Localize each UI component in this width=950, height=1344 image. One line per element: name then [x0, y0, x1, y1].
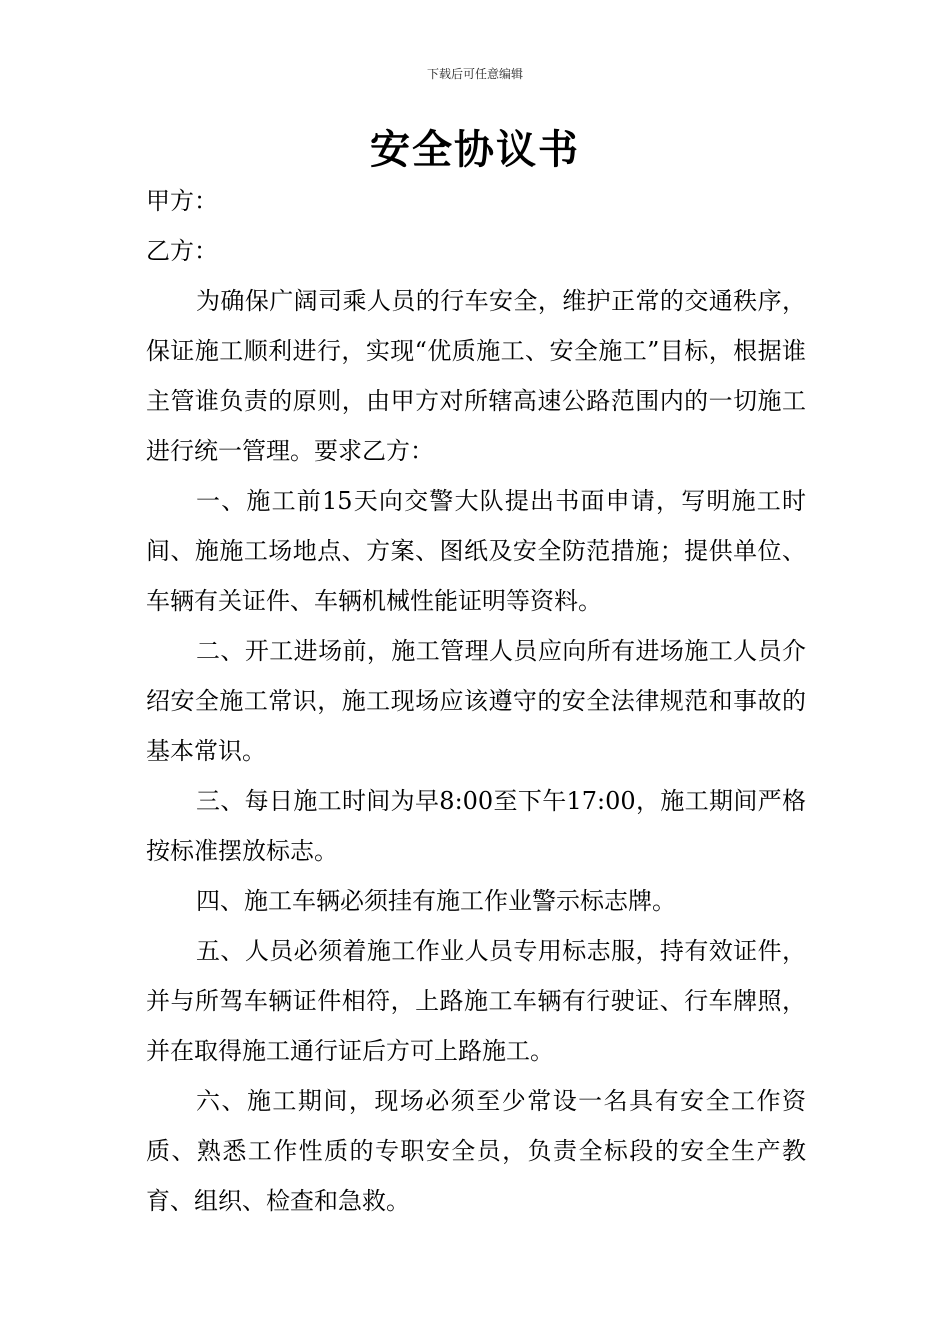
party-b-line: 乙方： [146, 237, 218, 265]
document-body [146, 176, 806, 1226]
document-title: 安全协议书 [370, 126, 580, 173]
party-a-line: 甲方： [146, 187, 218, 215]
clause-2-paragraph: 二、开工进场前，施工管理人员应向所有进场施工人员介绍安全施工常识，施工现场应该遵守的安全法律规范和事故的基本常识。 [146, 637, 806, 765]
clause-6-paragraph: 六、施工期间，现场必须至少常设一名具有安全工作资质、熟悉工作性质的专职安全员，负责全标段的安全生产教育、组织、检查和急救。 [146, 1087, 806, 1215]
clause-1-paragraph: 一、施工前15天向交警大队提出书面申请，写明施工时间、施施工场地点、方案、图纸及安全防范措施；提供单位、车辆有关证件、车辆机械性能证明等资料。 [146, 487, 806, 615]
header-note: 下载后可任意编辑 [426, 67, 523, 81]
clause-3-paragraph: 三、每日施工时间为早8:00至下午17:00，施工期间严格按标准摆放标志。 [146, 787, 806, 865]
clause-4-paragraph: 四、施工车辆必须挂有施工作业警示标志牌。 [196, 887, 676, 915]
clause-5-paragraph: 五、人员必须着施工作业人员专用标志服，持有效证件，并与所驾车辆证件相符，上路施工车辆有行驶证、行车牌照，并在取得施工通行证后方可上路施工。 [146, 937, 806, 1065]
preamble-paragraph: 为确保广阔司乘人员的行车安全，维护正常的交通秩序，保证施工顺利进行，实现“优质施工、安全施工”目标，根据谁主管谁负责的原则，由甲方对所辖高速公路范围内的一切施工进行统一管理。要求乙方： [146, 287, 806, 465]
